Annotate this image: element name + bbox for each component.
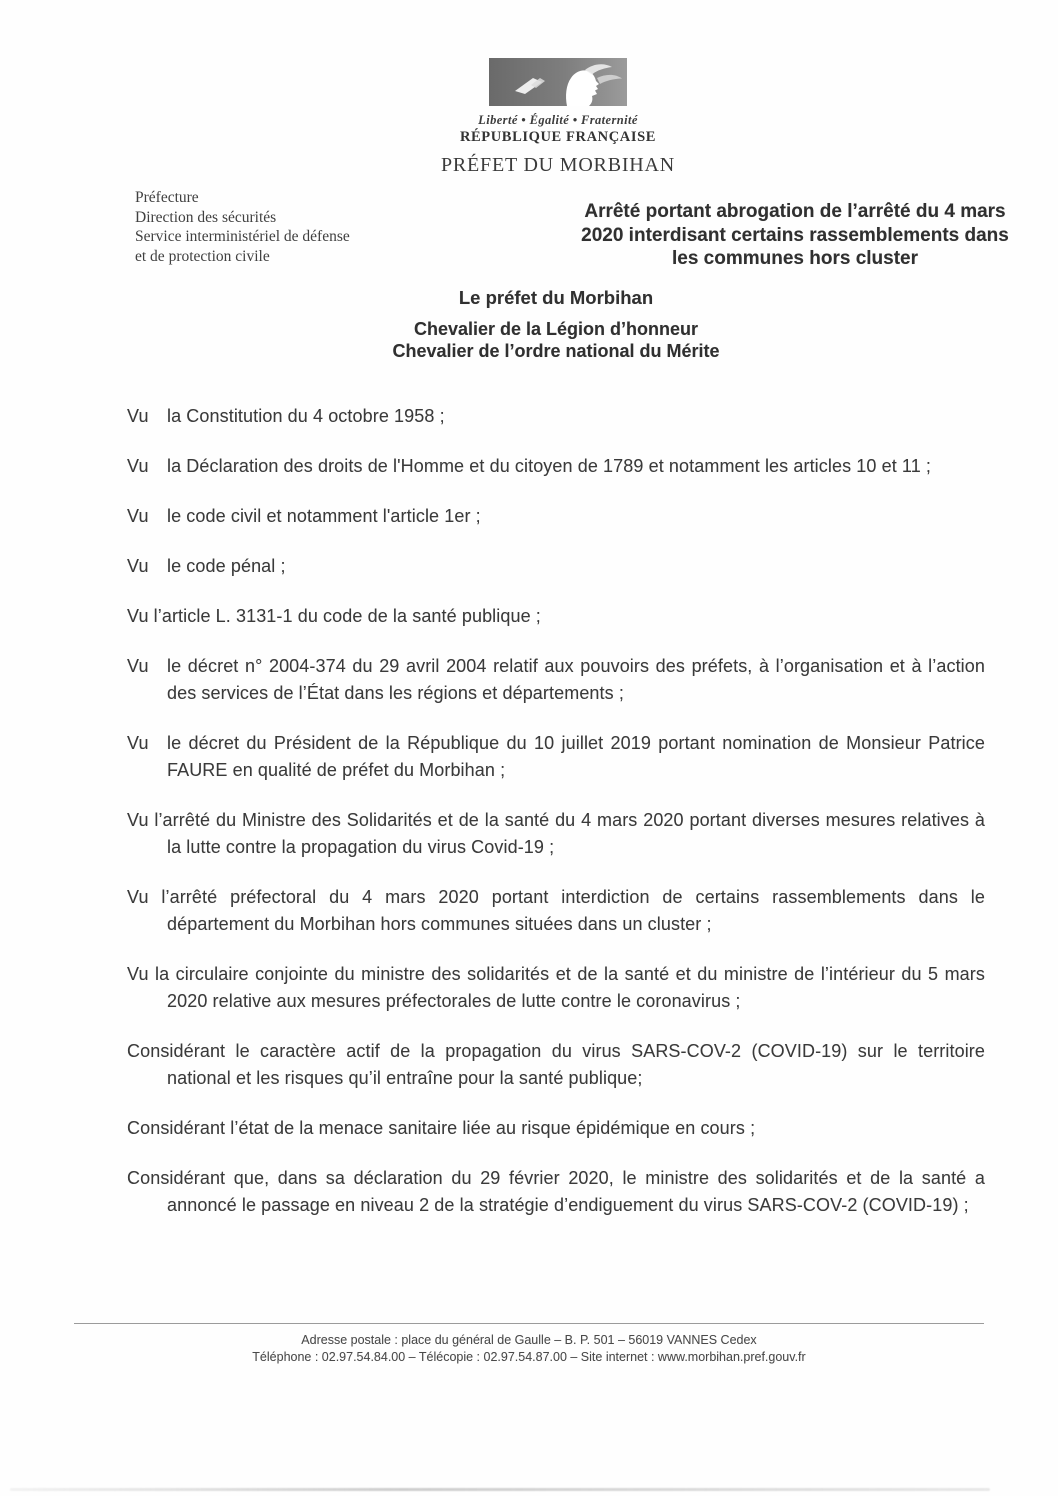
service-line: Service interministériel de défense (135, 228, 350, 245)
footer-address: Adresse postale : place du général de Gaulle – B. P. 501 – 56019 VANNES Cedex (301, 1333, 757, 1347)
body-text (127, 403, 985, 1242)
paragraph-text: le code civil et notamment l'article 1er ; (167, 506, 481, 526)
vu-label: Vu (127, 733, 149, 753)
considerant-paragraph (127, 1165, 985, 1219)
document-title: Arrêté portant abrogation de l’arrêté du 4 mars 2020 interdisant certains rassemblements dans les communes hors cluster (581, 201, 1009, 269)
vu-paragraph (127, 730, 985, 784)
paragraph-text: le décret n° 2004-374 du 29 avril 2004 relatif aux pouvoirs des préfets, à l’organisation et à l’action des services de l’État dans les régions et départements ; (167, 656, 985, 703)
scan-artifact (10, 1488, 990, 1491)
vu-paragraph (127, 884, 985, 938)
page-footer (0, 1323, 1058, 1366)
paragraph-text: Considérant l’état de la menace sanitaire liée au risque épidémique en cours ; (127, 1118, 756, 1138)
service-line: et de protection civile (135, 247, 270, 265)
paragraph-text: le décret du Président de la République du 10 juillet 2019 portant nomination de Monsieur Patrice FAURE en qualité de préfet du Morbihan ; (167, 733, 985, 780)
paragraph-text: Vu l’arrêté préfectoral du 4 mars 2020 portant interdiction de certains rassemblements dans le département du Morbihan hors communes situées dans un cluster ; (127, 887, 985, 934)
vu-paragraph (127, 403, 985, 430)
prefecture-title: PRÉFET DU MORBIHAN (440, 154, 676, 176)
footer-contact: Téléphone : 02.97.54.84.00 – Télécopie : 02.97.54.87.00 – Site internet : www.morbihan.pref.gouv.fr (252, 1350, 806, 1364)
motto-text: Liberté • Égalité • Fraternité (478, 113, 638, 127)
paragraph-text: Vu la circulaire conjointe du ministre des solidarités et de la santé et du ministre de l’intérieur du 5 mars 2020 relative aux mesures préfectorales de lutte contre le coronavirus ; (127, 964, 985, 1011)
vu-label: Vu (127, 556, 149, 576)
paragraph-text: Considérant le caractère actif de la propagation du virus SARS-COV-2 (COVID-19) sur le territoire national et les risques qu’il entraîne pour la santé publique; (127, 1041, 985, 1088)
considerant-paragraph (127, 1115, 985, 1142)
footer-divider (74, 1323, 984, 1324)
vu-paragraph (127, 653, 985, 707)
considerant-paragraph (127, 1038, 985, 1092)
vu-label: Vu (127, 506, 149, 526)
paragraph-text: Vu l’arrêté du Ministre des Solidarités et de la santé du 4 mars 2020 portant diverses mesures relatives à la lutte contre la propagation du virus Covid-19 ; (127, 810, 985, 857)
paragraph-text: la Constitution du 4 octobre 1958 ; (167, 406, 445, 426)
vu-paragraph (127, 553, 985, 580)
vu-paragraph (127, 807, 985, 861)
authority-line: Chevalier de la Légion d’honneur (413, 319, 699, 339)
paragraph-text: Vu l’article L. 3131-1 du code de la santé publique ; (127, 606, 541, 626)
vu-label: Vu (127, 456, 149, 476)
paragraph-text: la Déclaration des droits de l'Homme et du citoyen de 1789 et notamment les articles 10 et 11 ; (167, 456, 932, 476)
vu-paragraph (127, 453, 985, 480)
authority-block (127, 287, 985, 362)
marianne-logo-icon (489, 58, 627, 106)
vu-paragraph (127, 603, 985, 630)
service-line: Direction des sécurités (135, 208, 277, 226)
republic-text: RÉPUBLIQUE FRANÇAISE (459, 129, 657, 145)
vu-paragraph (127, 503, 985, 530)
service-block (135, 188, 435, 266)
paragraph-text: le code pénal ; (167, 556, 286, 576)
authority-line: Le préfet du Morbihan (458, 287, 654, 308)
vu-paragraph (127, 961, 985, 1015)
vu-label: Vu (127, 656, 149, 676)
vu-label: Vu (127, 406, 149, 426)
paragraph-text: Considérant que, dans sa déclaration du 29 février 2020, le ministre des solidarités et de la santé a annoncé le passage en niveau 2 de la stratégie d’endiguement du virus SARS-COV-2 (COVID-19) ; (127, 1168, 985, 1215)
authority-line: Chevalier de l’ordre national du Mérite (392, 340, 720, 361)
header-logo-block (358, 58, 758, 177)
service-line: Préfecture (135, 189, 199, 206)
